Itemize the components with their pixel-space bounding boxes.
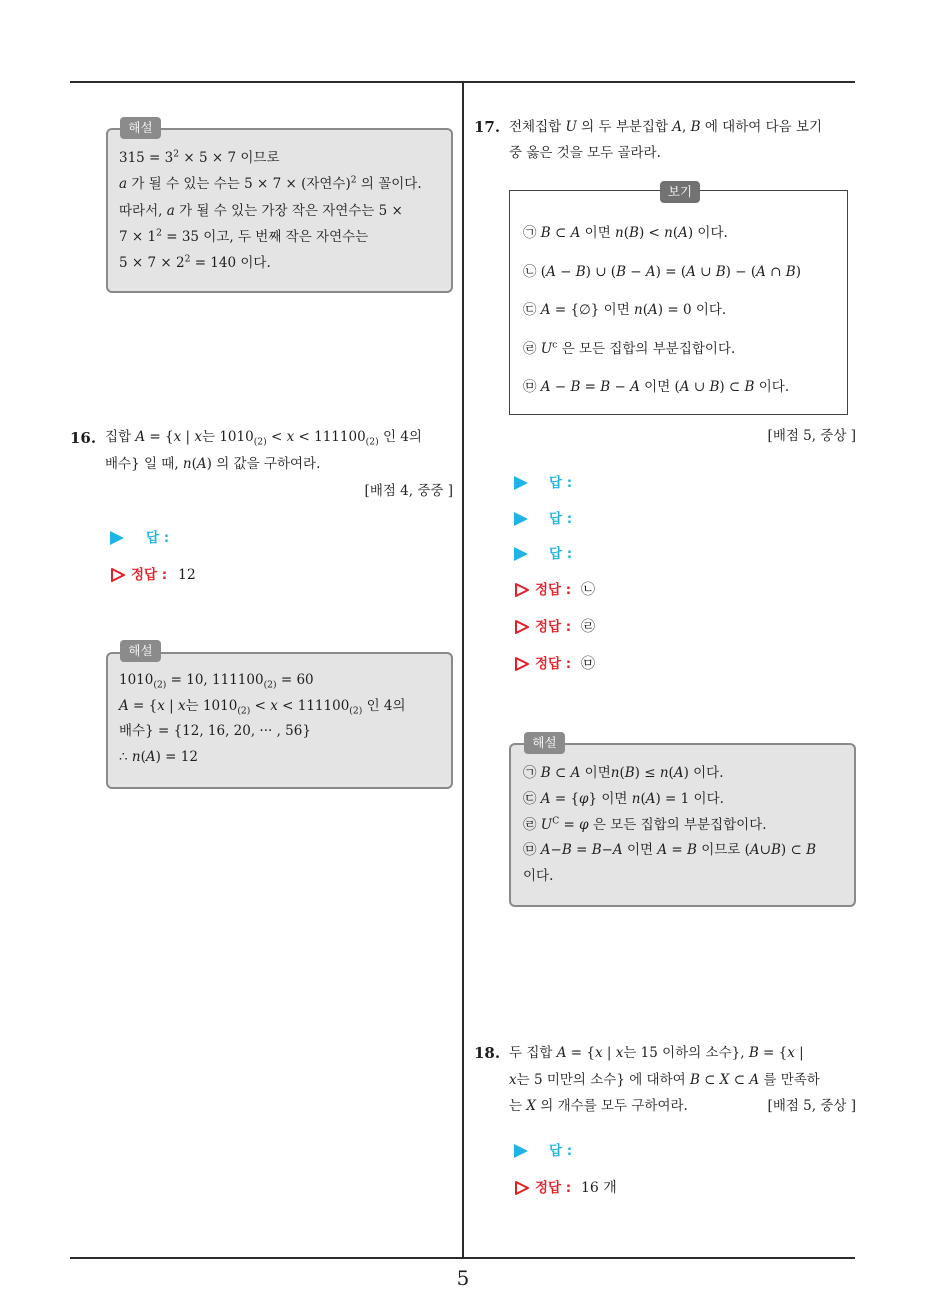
correct-value: 12	[178, 567, 196, 583]
answer-label: 답 :	[549, 511, 573, 527]
problem-line: 는 X 의 개수를 모두 구하여라.	[509, 1098, 688, 1114]
subscript: (2)	[349, 705, 363, 717]
correct-answer-row	[514, 577, 734, 603]
subscript: (2)	[253, 436, 267, 448]
subscript: (2)	[237, 705, 251, 717]
solution-box-prev	[106, 128, 453, 293]
score-label: [배점 4, 중중 ]	[364, 483, 453, 499]
answer-marker-icon	[514, 1144, 528, 1158]
solution-tab: 해설	[524, 732, 565, 754]
superscript: 2	[173, 148, 180, 160]
solution-line: 배수} = {12, 16, 20, ··· , 56}	[119, 723, 311, 740]
solution-line: $5 \times 7 \times 2^2 = 140$ 이다.	[119, 253, 271, 271]
answer-label: 답 :	[146, 530, 170, 546]
problem-line: 집합 A = {x | x는 $1010_{(2)} < x < 111100_{(2)}$ 인 4의	[105, 429, 422, 448]
score-label: [배점 5, 중상 ]	[767, 428, 856, 444]
correct-value: ㉤	[581, 656, 595, 672]
bottom-rule	[70, 1257, 855, 1259]
problem-statement	[105, 424, 455, 478]
subscript: (2)	[263, 679, 277, 691]
problem-statement	[509, 114, 857, 166]
solution-line: 이다.	[523, 868, 554, 884]
superscript: 2	[156, 227, 162, 239]
answer-row[interactable]	[514, 1138, 714, 1164]
answer-row[interactable]	[514, 541, 714, 567]
correct-answer-row	[514, 651, 734, 677]
bogi-items	[523, 214, 847, 407]
answer-marker-icon	[514, 547, 528, 561]
correct-answer-row	[514, 1175, 734, 1201]
correct-marker-icon	[514, 619, 530, 635]
solution-tab: 해설	[120, 117, 161, 139]
superscript: 2	[184, 253, 191, 265]
problem-line: 중 옳은 것을 모두 골라라.	[509, 145, 661, 161]
solution-line: $7 \times 1^2 = 35$ 이고, 두 번째 작은 자연수는	[119, 227, 369, 245]
problem-line: 전체집합 U 의 두 부분집합 A, B 에 대하여 다음 보기	[509, 119, 823, 135]
answer-marker-icon	[110, 531, 124, 545]
superscript: C	[552, 815, 560, 826]
correct-marker-icon	[514, 1180, 530, 1196]
bogi-item: ㉣ $U^c$ 은 모든 집합의 부분집합이다.	[523, 339, 736, 357]
bogi-box	[509, 190, 848, 415]
superscript: 2	[350, 174, 357, 186]
superscript: c	[552, 339, 558, 350]
correct-answer-row	[514, 614, 734, 640]
correct-marker-icon	[110, 567, 126, 583]
page-number: 5	[456, 1266, 470, 1290]
correct-label: 정답 :	[131, 567, 168, 583]
solution-body	[523, 761, 854, 890]
correct-answer-row	[110, 562, 330, 588]
solution-line: ㉣ $U^C = \varphi$ 은 모든 집합의 부분집합이다.	[523, 815, 767, 833]
solution-body	[119, 145, 451, 276]
problem-number: 18.	[474, 1044, 501, 1062]
correct-label: 정답 :	[535, 582, 572, 598]
problem-line: 두 집합 A = {x | x는 15 이하의 소수}, B = {x |	[509, 1045, 804, 1061]
score-label: [배점 5, 중상 ]	[767, 1098, 856, 1114]
solution-box-17	[509, 743, 856, 907]
column-divider	[462, 82, 464, 1258]
solution-box-16	[106, 652, 453, 789]
problem-line: 배수} 일 때, n(A) 의 값을 구하여라.	[105, 456, 321, 472]
correct-value: ㉡	[581, 582, 595, 598]
correct-marker-icon	[514, 656, 530, 672]
solution-line: 따라서, a 가 될 수 있는 가장 작은 자연수는 5 ×	[119, 202, 403, 219]
correct-label: 정답 :	[535, 1180, 572, 1196]
answer-label: 답 :	[549, 546, 573, 562]
subscript: (2)	[365, 436, 379, 448]
solution-line: A = {x | x는 $1010_{(2)} < x < 111100_{(2)}$ 인 4의	[119, 697, 406, 717]
answer-marker-icon	[514, 476, 528, 490]
bogi-item: ㉢ A = {∅} 이면 n(A) = 0 이다.	[523, 302, 727, 318]
solution-line: $1010_{(2)} = 10$, $111100_{(2)} = 60$	[119, 672, 314, 691]
correct-label: 정답 :	[535, 656, 572, 672]
correct-value: ㉣	[581, 619, 595, 635]
solution-tab: 해설	[120, 640, 161, 662]
correct-label: 정답 :	[535, 619, 572, 635]
solution-line: $315 = 3^2 \times 5 \times 7$ 이므로	[119, 148, 280, 166]
answer-label: 답 :	[549, 1143, 573, 1159]
subscript: (2)	[153, 679, 167, 691]
answer-row[interactable]	[110, 525, 310, 551]
solution-line: ㉠ B ⊂ A 이면n(B) ≤ n(A) 이다.	[523, 765, 724, 781]
correct-marker-icon	[514, 582, 530, 598]
bogi-item: ㉠ B ⊂ A 이면 n(B) < n(A) 이다.	[523, 225, 728, 241]
solution-line: ∴ n(A) = 12	[119, 749, 198, 766]
solution-line: a 가 될 수 있는 수는 5 × 7 × (자연수)$^2$ 의 꼴이다.	[119, 174, 422, 193]
bogi-tab: 보기	[660, 181, 700, 203]
solution-line: ㉢ A = {φ} 이면 n(A) = 1 이다.	[523, 790, 724, 807]
problem-number: 17.	[474, 118, 501, 136]
answer-marker-icon	[514, 512, 528, 526]
solution-line: ㉤ A−B = B−A 이면 A = B 이므로 (A∪B) ⊂ B	[523, 842, 816, 859]
bogi-item: ㉡ (A − B) ∪ (B − A) = (A ∪ B) − (A ∩ B)	[523, 263, 801, 280]
correct-value: 16 개	[581, 1180, 617, 1196]
answer-row[interactable]	[514, 506, 714, 532]
solution-body	[119, 668, 451, 771]
answer-row[interactable]	[514, 470, 714, 496]
bogi-item: ㉤ A − B = B − A 이면 (A ∪ B) ⊂ B 이다.	[523, 379, 790, 395]
problem-number: 16.	[70, 429, 97, 447]
problem-line: x는 5 미만의 소수} 에 대하여 B ⊂ X ⊂ A 를 만족하	[509, 1071, 820, 1088]
answer-label: 답 :	[549, 475, 573, 491]
